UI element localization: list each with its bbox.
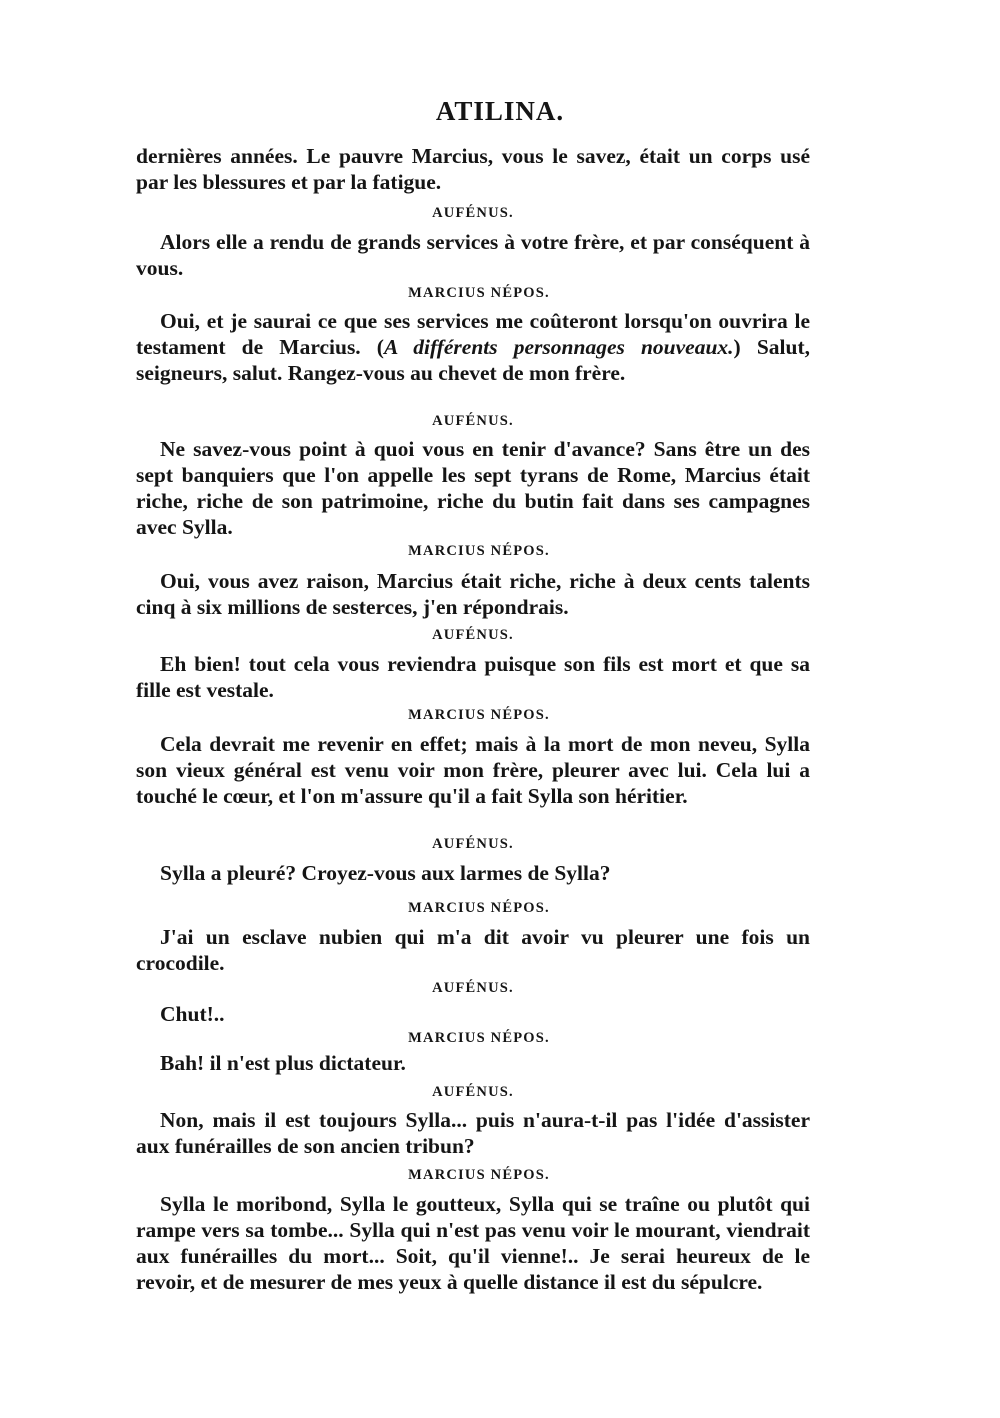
dialogue-block: Ne savez-vous point à quoi vous en tenir d'avance? Sans être un des sept banquiers que l'on appelle les sept tyrans de Rome, Marcius était riche, riche de son patrimoine, riche du butin fait dans ses campagnes avec Sylla. [136,437,810,539]
stage-direction: A différents personnages nouveaux. [383,335,734,359]
dialogue-block: Non, mais il est toujours Sylla... puis n'aura-t-il pas l'idée d'assister aux funérailles de son ancien tribun? [136,1108,810,1158]
dialogue-block: Chut!.. [160,1002,225,1026]
dialogue-text: ) Salut, seigneurs, salut. Rangez-vous au chevet de mon frère. [136,335,810,385]
speaker-name: MARCIUS NÉPOS. [408,543,550,559]
dialogue-block: Oui, vous avez raison, Marcius était riche, riche à deux cents talents cinq à six millions de sesterces, j'en répondrais. [136,569,810,619]
speaker-name: MARCIUS NÉPOS. [408,900,550,916]
speaker-name: MARCIUS NÉPOS. [408,1167,550,1183]
dialogue-block: Alors elle a rendu de grands services à votre frère, et par conséquent à vous. [136,230,810,280]
dialogue-block: Cela devrait me revenir en effet; mais à la mort de mon neveu, Sylla son vieux général est venu voir mon frère, pleurer avec lui. Cela lui a touché le cœur, et l'on m'assure qu'il a fait Sylla son héritier. [136,732,810,808]
speaker-name: AUFÉNUS. [432,413,514,429]
dialogue-block: Sylla a pleuré? Croyez-vous aux larmes de Sylla? [160,861,611,885]
speaker-name: MARCIUS NÉPOS. [408,285,550,301]
speaker-name: AUFÉNUS. [432,1084,514,1100]
dialogue-block: J'ai un esclave nubien qui m'a dit avoir vu pleurer une fois un crocodile. [136,925,810,975]
speaker-name: AUFÉNUS. [432,627,514,643]
dialogue-block: Bah! il n'est plus dictateur. [160,1051,406,1075]
speaker-name: AUFÉNUS. [432,836,514,852]
dialogue-block [136,308,810,386]
speaker-name: MARCIUS NÉPOS. [408,1030,550,1046]
speaker-name: AUFÉNUS. [432,205,514,221]
speaker-name: MARCIUS NÉPOS. [408,707,550,723]
running-header: ATILINA. [435,96,565,126]
speaker-name: AUFÉNUS. [432,980,514,996]
dialogue-block: dernières années. Le pauvre Marcius, vous le savez, était un corps usé par les blessures et par la fatigue. [136,144,810,194]
dialogue-text: Oui, et je saurai ce que ses services me coûteront lorsqu'on ouvrira le testament de Marcius. ( [136,309,810,359]
dialogue-block: Sylla le moribond, Sylla le goutteux, Sylla qui se traîne ou plutôt qui rampe vers sa tombe... Sylla qui n'est pas venu voir le mourant, viendrait aux funérailles du mort... Soit, qu'il vienne!.. Je serai heureux de le revoir, et de mesurer de mes yeux à quelle distance il est du sépulcre. [136,1192,810,1294]
dialogue-block: Eh bien! tout cela vous reviendra puisque son fils est mort et que sa fille est vestale. [136,652,810,702]
